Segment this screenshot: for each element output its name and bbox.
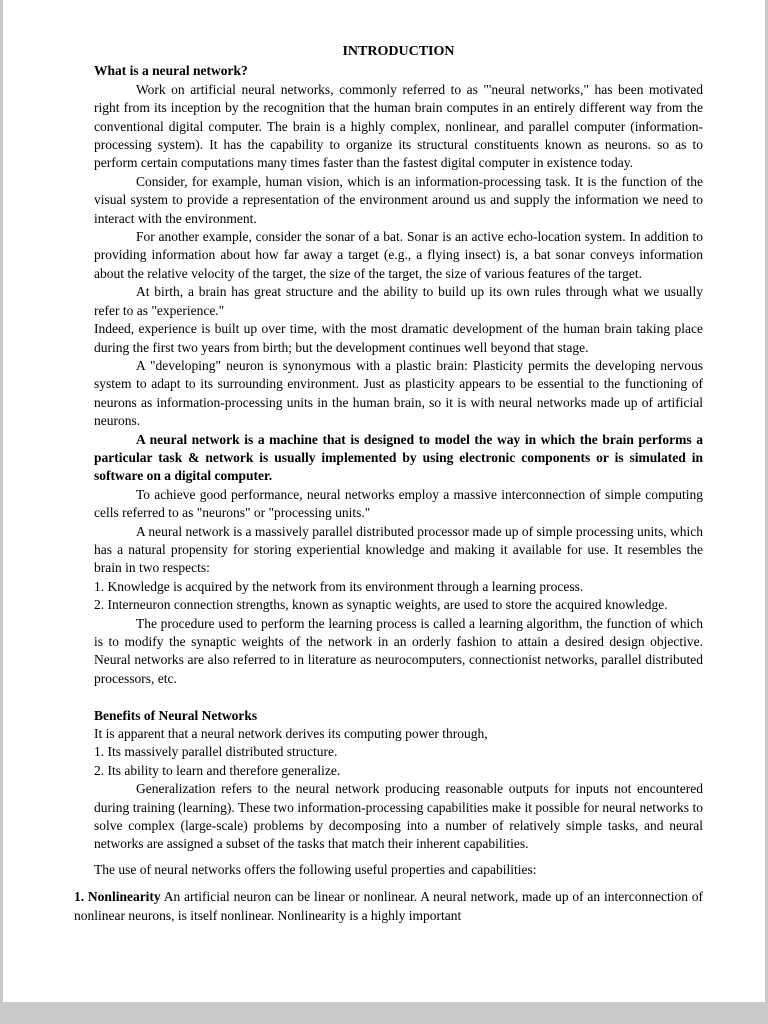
property-nonlinearity-label: 1. Nonlinearity <box>74 889 161 905</box>
paragraph-bat-sonar: For another example, consider the sonar of a bat. Sonar is an active echo-location system. In addition to providing information about how far away a target (e.g., a flying insect) is, a bat sonar conveys information about the relative velocity of the target, the size of the target, the size of various features of the target. <box>94 229 703 281</box>
paragraph-learning-algorithm: The procedure used to perform the learning process is called a learning algorithm, the function of which is to modify the synaptic weights of the network in an orderly fashion to attain a desired design objective. Neural networks are also referred to in literature as neurocomputers, connectionist networks, parallel distributed processors, etc. <box>94 615 703 686</box>
paragraph-indeed-experience: Indeed, experience is built up over time, with the most dramatic development of the human brain taking place during the first two years from birth; but the development continues well beyond that stage. <box>94 321 703 355</box>
paragraph-benefits-intro: It is apparent that a neural network derives its computing power through, <box>94 726 488 742</box>
paragraph-human-vision: Consider, for example, human vision, which is an information-processing task. It is the function of the visual system to provide a representation of the environment around us and supply the information we need to interact with the environment. <box>94 173 703 226</box>
paragraph-at-birth: At birth, a brain has great structure and the ability to build up its own rules through what we usually refer to as "experience." <box>94 284 703 318</box>
list-item-ability-to-learn: 2. Its ability to learn and therefore generalize. <box>94 762 341 778</box>
paragraph-achieve-performance: To achieve good performance, neural networks employ a massive interconnection of simple computing cells referred to as "neurons" or "processing units." <box>94 486 703 521</box>
property-nonlinearity-text: An artificial neuron can be linear or nonlinear. A neural network, made up of an interconnection of nonlinear neurons, is itself nonlinear. Nonlinearity is a highly important <box>74 889 704 923</box>
paragraph-use-of-neural-networks: The use of neural networks offers the following useful properties and capabilities: <box>94 861 537 877</box>
list-item-interneuron-strengths: 2. Interneuron connection strengths, known as synaptic weights, are used to store the acquired knowledge. <box>94 597 668 613</box>
paragraph-work-on-ann: Work on artificial neural networks, commonly referred to as "'neural networks," has been motivated right from its inception by the recognition that the human brain computes in an entirely different way from the conventional digital computer. The brain is a highly complex, nonlinear, and parallel computer (information-processing system). It has the capability to organize its structural constituents known as neurons. so as to perform certain computations many times faster than the fastest digital computer in existence today. <box>94 81 703 171</box>
section-heading-benefits: Benefits of Neural Networks <box>94 707 258 723</box>
paragraph-property-nonlinearity <box>74 888 703 925</box>
paragraph-parallel-processor: A neural network is a massively parallel distributed processor made up of simple processing units, which has a natural propensity for storing experiential knowledge and making it available for use. It resembles the brain in two respects: <box>94 523 703 576</box>
document-page <box>3 0 765 1002</box>
page-title: INTRODUCTION <box>342 44 455 59</box>
paragraph-developing-neuron: A "developing" neuron is synonymous with a plastic brain: Plasticity permits the developing nervous system to adapt to its surrounding environment. Just as plasticity appears to be essential to the functioning of neurons as information-processing units in the human brain, so it is with neural networks made up of artificial neurons. <box>94 357 703 429</box>
section-heading-what-is-a-neural-network: What is a neural network? <box>94 63 248 79</box>
paragraph-neural-network-definition: A neural network is a machine that is designed to model the way in which the brain performs a particular task & network is usually implemented by using electronic components or is simulated in software on a digital computer. <box>94 431 703 484</box>
list-item-knowledge-acquired: 1. Knowledge is acquired by the network from its environment through a learning process. <box>94 578 584 594</box>
list-item-parallel-structure: 1. Its massively parallel distributed structure. <box>94 744 338 760</box>
paragraph-generalization: Generalization refers to the neural network producing reasonable outputs for inputs not encountered during training (learning). These two information-processing capabilities make it possible for neural networks to solve complex (large-scale) problems by decomposing into a number of relatively simple tasks, and neural networks are assigned a subset of the tasks that match their inherent capabilities. <box>94 781 703 852</box>
